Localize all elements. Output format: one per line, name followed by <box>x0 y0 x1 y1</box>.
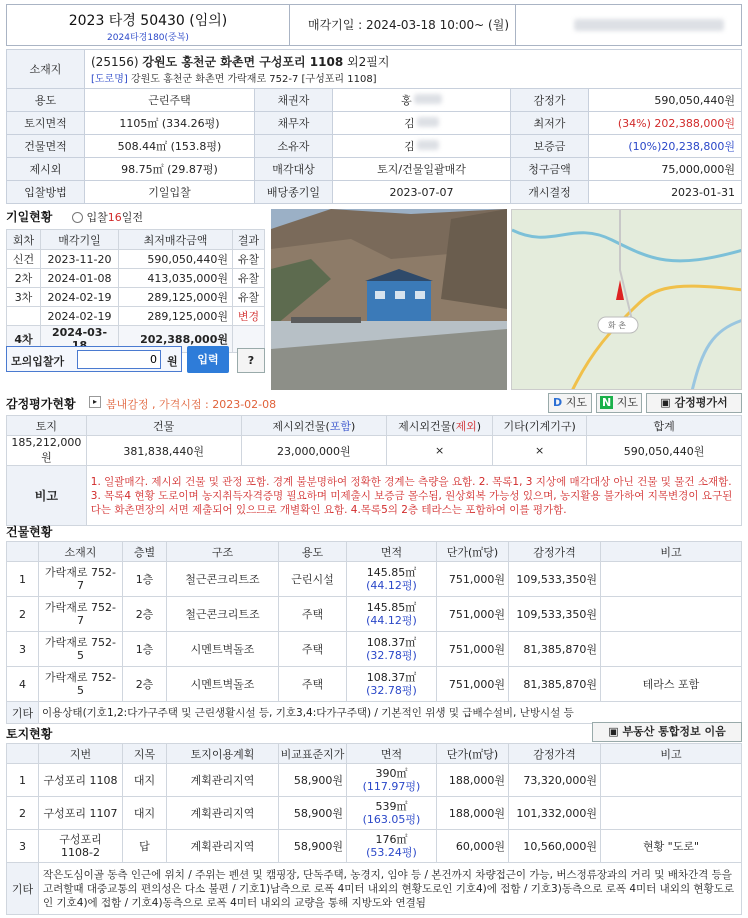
bid-row-current: 4차 2024-03- 202,388,000원 <box>7 326 265 353</box>
location-map[interactable] <box>511 209 742 390</box>
land-etc: 작은도심이골 동측 인근에 위치 / 주위는 펜션 및 캠핑장, 단독주택, 농경지, 임야 등 / 본건까지 차량접근이 가능, 버스정류장과의 거리 및 배차간격 등을 고려할때 대중교통의 편의성은 다소 불편 / 기호1)남측으로 로폭 4미터 내외의 현황도로인 기호4)에 접함 / 기호3)동측으로 로폭 4미터 내외의 현황도로인 기호4)에 접함 / 기호4)동측으로 로폭 4미터 내외의 교량을 통해 지방도와 연결됨 <box>39 863 742 915</box>
appraisal-price: 590,050,440원 <box>589 89 742 112</box>
bid-history-table: 회차 매각기일 최저매각금액 결과 신건 2023-11-20 590,050,440원 유찰 2차 2024-01-08 413,035,000원 유찰 3차 2024-02-19 289,125,000원 유찰 2024-02-19 289,125,000원 변경 4차 2024-03- 202,388,000원 <box>6 229 265 353</box>
dday-indicator: 입찰16일전 <box>72 209 143 225</box>
court-info-blurred <box>516 5 742 45</box>
mock-bid-box: 모의입찰가 0 원 <box>6 346 182 372</box>
map-n-icon: N <box>602 396 612 409</box>
map-button-2[interactable]: N 지도 <box>596 393 642 413</box>
map-d-icon: D <box>553 396 563 409</box>
land-row: 2 구성포리 1107 대지 계획관리지역 58,900원 539㎡ (163.05평) 188,000원 101,332,000원 <box>7 797 742 830</box>
mock-bid-submit-button[interactable]: 입력 <box>187 346 229 373</box>
buildings-title: 건물현황 <box>6 525 53 539</box>
bid-status-title: 기일현황 <box>6 210 53 224</box>
help-button[interactable]: ? <box>237 348 265 373</box>
land-row: 1 구성포리 1108 대지 계획관리지역 58,900원 390㎡ (117.97평) 188,000원 73,320,000원 <box>7 764 742 797</box>
bid-row: 3차 2024-02-19 289,125,000원 유찰 <box>7 288 265 307</box>
appraisal-note: 봄내감정 , 가격시점 : 2023-02-08 <box>106 398 277 411</box>
appraisal-title: 감정평가현황 <box>6 397 76 411</box>
document-icon: ▣ <box>608 725 619 738</box>
clock-icon <box>72 212 83 223</box>
deposit: (10%)20,238,800원 <box>589 135 742 158</box>
building-row: 3 가락재로 752-5 1층 시멘트벽돌조 주택 108.37㎡ (32.78평) 751,000원 81,385,870원 <box>7 632 742 667</box>
buildings-table: 소재지 층별 구조 용도 면적 단가(㎡당) 감정가격 비고 1 가락재로 752-7 1층 철근콘크리트조 근린시설 145.85㎡ (44.12평) 751,000원 109,533,350원 2 가락재로 752-7 2층 철근콘크리트조 주택 145.85㎡ (44.12평) 751,000원 109,533,350원 3 가락재로 752-5 1층 시멘트벽돌조 주택 108.37㎡ (32.78평) 751,000원 81,385,870원 4 가락재로 752-5 2층 시멘트벽돌조 주택 108.37㎡ (32.78평) 751,000원 81,385,870원 테라스 포함 기타 이용상태(기호1,2:다가구주택 및 근린생활시설 등, 기호3,4:다가구주택) / 기본적인 위생 및 급배수설비, 난방시설 등 <box>6 541 742 724</box>
real-estate-info-button[interactable]: ▣ 부동산 통합정보 이음 <box>592 722 742 742</box>
case-sub-number[interactable]: 2024타경180(중복) <box>107 33 189 43</box>
bid-row: 2차 2024-01-08 413,035,000원 유찰 <box>7 269 265 288</box>
sale-date: 매각기일 : 2024-03-18 10:00~ (월) <box>290 5 516 45</box>
address-main: 강원도 홍천군 화촌면 구성포리 1108 <box>142 55 344 69</box>
building-row: 2 가락재로 752-7 2층 철근콘크리트조 주택 145.85㎡ (44.12평) 751,000원 109,533,350원 <box>7 597 742 632</box>
appraisal-remark: 1. 일괄매각. 제시외 건물 및 관정 포함. 경계 불분명하여 정확한 경계는 측량을 요함. 2. 목록1, 3 지상에 매각대상 아닌 건물 및 물건 소재함. 3. 목록4 현황 도로이며 농지취득자격증명 필요하며 미제출시 보증금 몰수됨, 원상회복 가능성 있으며, 농지활용 불가하여 지목변경이 요구된다는 화촌면장의 서면 제출되어 있으므로 개별확인 요함. 4.목록5의 2층 테라스는 포함하여 이를 평가함. <box>86 466 741 526</box>
road-address: 강원도 홍천군 화촌면 가락재로 752-7 [구성포리 1108] <box>130 74 377 85</box>
land-table: 지번 지목 토지이용계획 비교표준지가 면적 단가(㎡당) 감정가격 비고 1 구성포리 1108 대지 계획관리지역 58,900원 390㎡ (117.97평) 188,000원 73,320,000원 2 구성포리 1107 대지 계획관리지역 58,900원 539㎡ (163.05평) 188,000원 101,332,000원 3 구성포리 1108-2 답 계획관리지역 58,900원 176㎡ (53.24평) 60,000원 10,560,000원 현황 "도로" 기타 작은도심이골 동측 인근에 위치 / 주위는 펜션 및 캠핑장, 단독주택, 농경지, 임야 등 / 본건까지 차량접근이 가능, 버스정류장과의 거리 및 배차간격 등을 고려할때 대중교통의 편의성은 다소 불편 / 기호1)남측으로 로폭 4미터 내외의 현황도로인 기호4)에 접함 / 기호3)동측으로 로폭 4미터 내외의 현황도로인 기호4)에 접함 / 기호4)동측으로 로폭 4미터 내외의 교량을 통해 지방도와 연결됨 <box>6 743 742 915</box>
map-town-label: 화 촌 <box>608 321 626 330</box>
land-row: 3 구성포리 1108-2 답 계획관리지역 58,900원 176㎡ (53.24평) 60,000원 10,560,000원 현황 "도로" <box>7 830 742 863</box>
case-number: 2023 타경 50430 (임의) <box>68 13 228 29</box>
bid-row: 2024-02-19 289,125,000원 변경 <box>7 307 265 326</box>
mock-bid-input[interactable] <box>77 350 161 369</box>
building-row: 4 가락재로 752-5 2층 시멘트벽돌조 주택 108.37㎡ (32.78평) 751,000원 81,385,870원 테라스 포함 <box>7 667 742 702</box>
road-tag: [도로명] <box>91 74 128 85</box>
appraisal-table: 토지 건물 제시외건물(포함) 제시외건물(제외) 기타(기계기구) 합계 185,212,000원 381,838,440원 23,000,000원 × × 590,050,440원 비고 1. 일괄매각. 제시외 건물 및 관정 포함. 경계 불분명하여 정확한 경계는 측량을 요함. 2. 목록1, 3 지상에 매각대상 아닌 건물 및 물건 소재함. 3. 목록4 현황 도로이며 농지취득자격증명 필요하며 미제출시 보증금 몰수됨, 원상회복 가능성 있으며, 농지활용 불가하여 지목변경이 요구된다는 화촌면장의 서면 제출되어 있으므로 개별확인 요함. 4.목록5의 2층 테라스는 포함하여 이를 평가함. <box>6 415 742 526</box>
document-icon: ▣ <box>660 396 671 409</box>
appraisal-report-button[interactable]: ▣ 감정평가서 <box>646 393 742 413</box>
minimum-price: (34%) 202,388,000원 <box>589 112 742 135</box>
bid-row: 신건 2023-11-20 590,050,440원 유찰 <box>7 250 265 269</box>
address-label: 소재지 <box>7 50 85 89</box>
play-icon[interactable]: ▸ <box>89 396 101 408</box>
building-row: 1 가락재로 752-7 1층 철근콘크리트조 근린시설 145.85㎡ (44.12평) 751,000원 109,533,350원 <box>7 562 742 597</box>
map-button-1[interactable]: D 지도 <box>548 393 592 413</box>
buildings-etc: 이용상태(기호1,2:다가구주택 및 근린생활시설 등, 기호3,4:다가구주택) / 기본적인 위생 및 급배수설비, 난방시설 등 <box>39 702 742 724</box>
property-photo[interactable] <box>271 209 507 390</box>
case-header <box>6 4 742 46</box>
land-title: 토지현황 <box>6 727 53 741</box>
property-info-table: 소재지 (25156) 강원도 홍천군 화촌면 구성포리 1108 외2필지 [도로명] 강원도 홍천군 화촌면 가락재로 752-7 [구성포리 1108] 용도 근린주택 채권자 홍 감정가 590,050,440원 토지면적 1105㎡ (334.26평) 채무자 김 최저가 (34%) 202,388,000원 건물면적 508.44㎡ (153.8평) 소유자 김 보증금 (10%)20,238,800원 제시외 98.75㎡ (29.87평) 매각대상 토지/건물일괄매각 청구금액 75,000,000원 입찰방법 기일입찰 배당종기일 2023-07-07 개시결정 2023-01-31 <box>6 49 742 204</box>
